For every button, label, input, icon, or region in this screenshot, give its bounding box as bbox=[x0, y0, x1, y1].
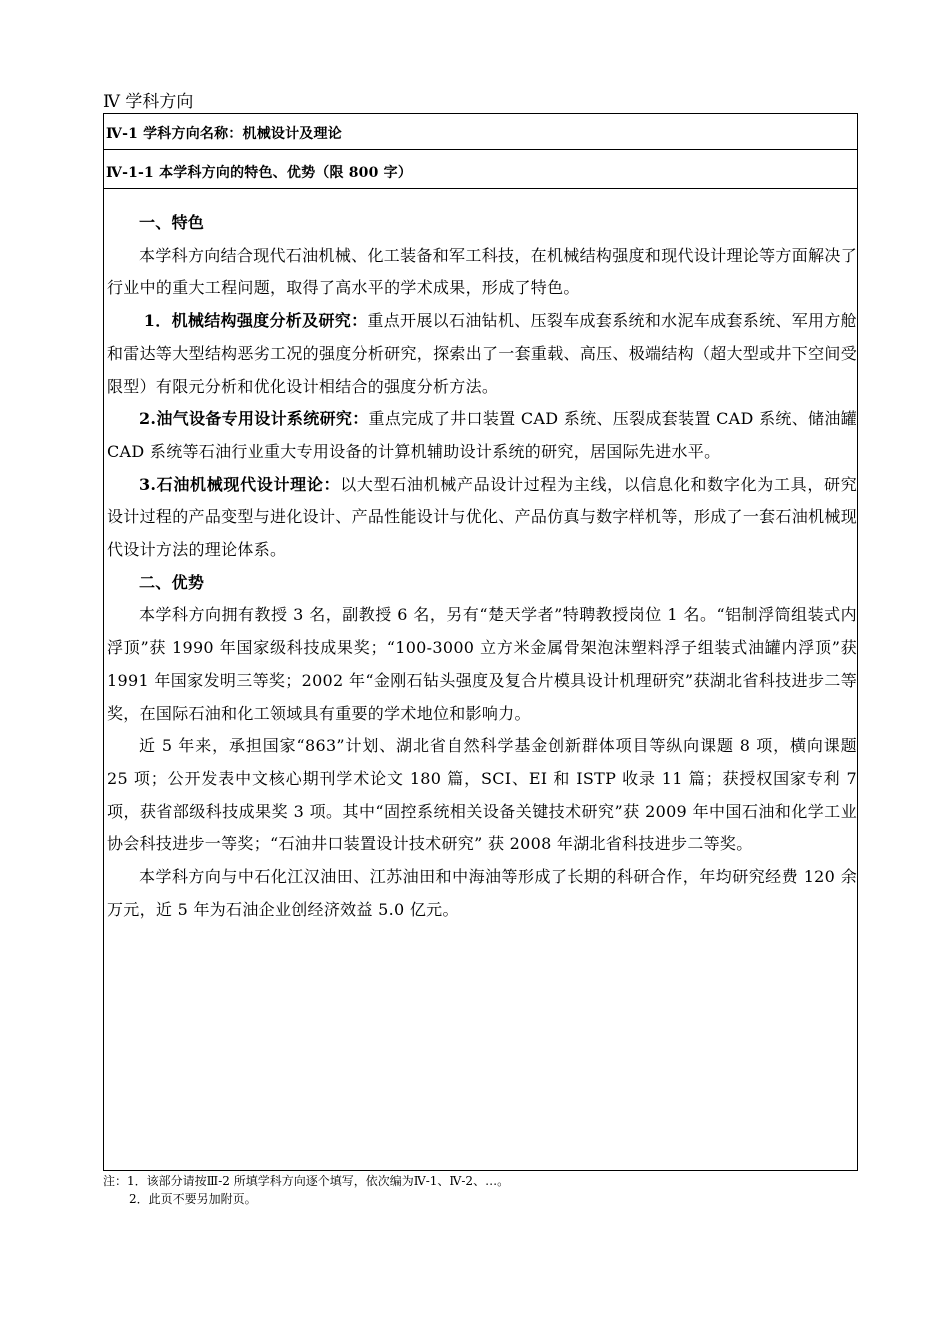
heading-advantages: 二、优势 bbox=[139, 572, 205, 592]
item-2-title: 2.油气设备专用设计系统研究： bbox=[139, 409, 369, 429]
footnote-2: 2．此页不要另加附页。 bbox=[129, 1192, 257, 1206]
heading-features: 一、特色 bbox=[139, 213, 205, 232]
footnote-1: 注：1．该部分请按Ⅲ-2 所填学科方向逐个填写，依次编为Ⅳ-1、Ⅳ-2、…。 bbox=[103, 1174, 510, 1188]
features-title-label: Ⅳ-1-1 本学科方向的特色、优势（限 800 字） bbox=[106, 165, 413, 181]
paragraph-cooperation: 本学科方向与中石化江汉油田、江苏油田和中海油等形成了长期的科研合作，年均研究经费 120 余万元，近 5 年为石油企业创经济效益 5.0 亿元。 bbox=[107, 867, 857, 919]
item-3-text: 以大型石油机械产品设计过程为主线，以信息化和数字化为工具，研究设计过程的产品变型与进化设计、产品性能设计与优化、产品仿真与数字样机等，形成了一套石油机械现代设计方法的理论体系。 bbox=[107, 474, 857, 560]
paragraph-staff-awards: 本学科方向拥有教授 3 名，副教授 6 名，另有“楚天学者”特聘教授岗位 1 名。“铝制浮筒组装式内浮顶”获 1990 年国家级科技成果奖；“100-3000 立方米金属骨架泡沫塑料浮子组装式油罐内浮顶”获 1991 年国家发明三等奖；2002 年“金刚石钻头强度及复合片模具设计机理研究”获湖北省科技进步二等奖，在国际石油和化工领域具有重要的学术地位和影响力。 bbox=[107, 605, 857, 723]
item-1 bbox=[107, 305, 857, 403]
item-3 bbox=[107, 469, 857, 567]
section-title: Ⅳ 学科方向 bbox=[103, 92, 194, 112]
content-cell bbox=[104, 189, 857, 1170]
item-2-text: 重点完成了井口装置 CAD 系统、压裂成套装置 CAD 系统、储油罐 CAD 系统等石油行业重大专用设备的计算机辅助设计系统的研究，居国际先进水平。 bbox=[107, 409, 857, 461]
form-table bbox=[103, 113, 858, 1171]
item-1-text: 重点开展以石油钻机、压裂车成套系统和水泥车成套系统、军用方舱和雷达等大型结构恶劣工况的强度分析研究，探索出了一套重载、高压、极端结构（超大型或井下空间受限型）有限元分析和优化设计相结合的强度分析方法。 bbox=[107, 311, 857, 396]
direction-name-row bbox=[104, 114, 857, 150]
item-2 bbox=[107, 403, 857, 468]
footnotes bbox=[103, 1172, 509, 1208]
item-3-title: 3.石油机械现代设计理论： bbox=[139, 474, 341, 494]
features-title-row bbox=[104, 150, 857, 189]
content-body bbox=[107, 207, 857, 926]
paragraph-intro: 本学科方向结合现代石油机械、化工装备和军工科技，在机械结构强度和现代设计理论等方面解决了行业中的重大工程问题，取得了高水平的学术成果，形成了特色。 bbox=[107, 245, 857, 298]
direction-name-label: Ⅳ-1 学科方向名称：机械设计及理论 bbox=[106, 126, 342, 142]
item-1-title: 1．机械结构强度分析及研究： bbox=[143, 311, 368, 331]
paragraph-recent-projects: 近 5 年来，承担国家“863”计划、湖北省自然科学基金创新群体项目等纵向课题 8 项，横向课题 25 项；公开发表中文核心期刊学术论文 180 篇，SCI、EI 和 ISTP 收录 11 篇；获授权国家专利 7 项，获省部级科技成果奖 3 项。其中“固控系统相关设备关键技术研究”获 2009 年中国石油和化学工业协会科技进步一等奖；“石油井口装置设计技术研究” 获 2008 年湖北省科技进步二等奖。 bbox=[107, 736, 857, 854]
